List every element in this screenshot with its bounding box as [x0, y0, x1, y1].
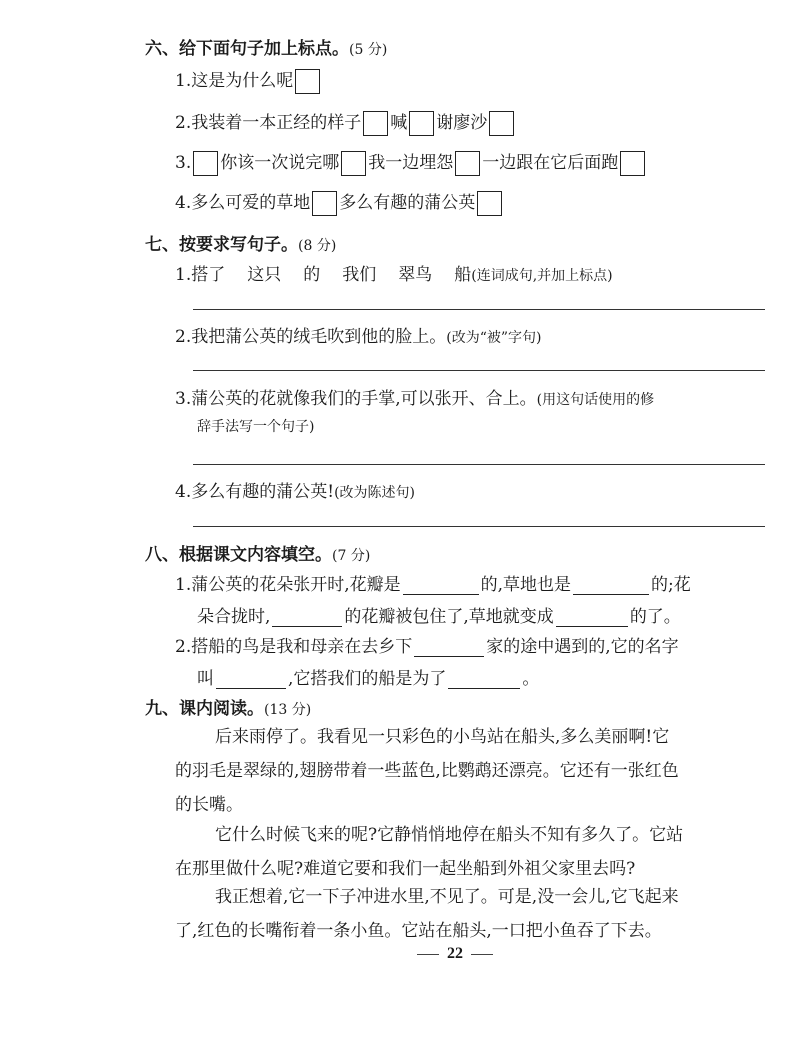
- punctuation-box[interactable]: [455, 151, 480, 176]
- item-number: 4.: [175, 482, 192, 502]
- fill-blank[interactable]: [448, 670, 520, 689]
- word: 的: [303, 265, 321, 285]
- rewrite-q4: [175, 477, 415, 502]
- item-number: 2.: [175, 637, 192, 657]
- fill-blank[interactable]: [573, 576, 649, 595]
- sentence-text: 搭船的鸟是我和母亲在去乡下: [191, 637, 413, 657]
- sentence-text: ,它搭我们的船是为了: [288, 669, 447, 689]
- fill-q1-line1: [175, 570, 691, 595]
- instruction-hint: (连词成句,并加上标点): [471, 268, 613, 284]
- page-footer: [0, 945, 800, 963]
- sentence-text: 蒲公英的花就像我们的手掌,可以张开、合上。: [191, 389, 537, 409]
- sentence-text: 多么可爱的草地: [191, 193, 311, 213]
- reading-paragraph-1: [175, 720, 679, 822]
- paragraph-line: 了,红色的长嘴衔着一条小鱼。它站在船头,一口把小鱼吞了下去。: [175, 921, 662, 941]
- fill-blank[interactable]: [216, 670, 286, 689]
- section-title: 六、给下面句子加上标点。: [145, 39, 349, 59]
- punctuation-item-3: [175, 148, 647, 176]
- paragraph-line: 它什么时候飞来的呢?它静悄悄地停在船头不知有多久了。它站: [215, 825, 684, 845]
- section-7-heading: [145, 230, 336, 255]
- fill-q2-line1: [175, 632, 679, 657]
- answer-line[interactable]: [193, 370, 765, 371]
- answer-line[interactable]: [193, 526, 765, 527]
- footer-rule: [471, 954, 493, 955]
- punctuation-box[interactable]: [312, 191, 337, 216]
- punctuation-box[interactable]: [341, 151, 366, 176]
- section-title: 八、根据课文内容填空。: [145, 545, 332, 565]
- sentence-text: 我一边埋怨: [368, 153, 454, 173]
- sentence-text: 多么有趣的蒲公英: [339, 193, 476, 213]
- item-number: 3.: [175, 389, 192, 409]
- sentence-text: 一边跟在它后面跑: [482, 153, 619, 173]
- sentence-text: 的,草地也是: [480, 575, 572, 595]
- section-title: 七、按要求写句子。: [145, 235, 298, 255]
- section-title: 九、课内阅读。: [145, 699, 264, 719]
- paragraph-line: 的羽毛是翠绿的,翅膀带着一些蓝色,比鹦鹉还漂亮。它还有一张红色: [175, 761, 679, 781]
- item-number: 1.: [175, 71, 192, 91]
- punctuation-item-4: [175, 188, 504, 216]
- section-9-heading: [145, 694, 311, 719]
- section-8-heading: [145, 540, 370, 565]
- fill-blank[interactable]: [556, 608, 628, 627]
- section-score: (8 分): [298, 238, 337, 254]
- item-number: 2.: [175, 327, 192, 347]
- word: 这只: [247, 265, 282, 285]
- footer-rule: [417, 954, 439, 955]
- fill-blank[interactable]: [403, 576, 479, 595]
- sentence-text: 的了。: [629, 607, 681, 627]
- sentence-text: 。: [522, 669, 540, 689]
- sentence-text: 的花瓣被包住了,草地就变成: [344, 607, 554, 627]
- sentence-text: 喊: [390, 113, 408, 133]
- item-number: 4.: [175, 193, 192, 213]
- punctuation-box[interactable]: [295, 69, 320, 94]
- sentence-text: 多么有趣的蒲公英!: [191, 482, 335, 502]
- sentence-text: 朵合拢时,: [197, 607, 271, 627]
- sentence-text: 的;花: [651, 575, 691, 595]
- item-number: 3.: [175, 153, 192, 173]
- section-score: (5 分): [349, 42, 388, 58]
- punctuation-box[interactable]: [409, 111, 434, 136]
- word: 搭了: [191, 265, 226, 285]
- fill-q1-line2: [197, 602, 681, 627]
- sentence-text: 我把蒲公英的绒毛吹到他的脸上。: [191, 327, 447, 347]
- page-number: 22: [447, 945, 463, 962]
- punctuation-box[interactable]: [477, 191, 502, 216]
- section-6-heading: [145, 34, 387, 59]
- section-score: (13 分): [264, 702, 312, 718]
- sentence-text: 我装着一本正经的样子: [191, 113, 362, 133]
- punctuation-item-1: [175, 66, 322, 94]
- answer-line[interactable]: [193, 464, 765, 465]
- sentence-text: 家的途中遇到的,它的名字: [486, 637, 679, 657]
- instruction-hint: (改为“被”字句): [446, 330, 542, 346]
- word: 我们: [342, 265, 377, 285]
- paragraph-line: 我正想着,它一下子冲进水里,不见了。可是,没一会儿,它飞起来: [215, 887, 679, 907]
- reading-paragraph-2: [175, 818, 683, 886]
- fill-q2-line2: [197, 664, 539, 689]
- item-number: 1.: [175, 265, 192, 285]
- rewrite-q1: [175, 260, 613, 285]
- sentence-text: 叫: [197, 669, 214, 689]
- paragraph-line: 的长嘴。: [175, 795, 243, 815]
- instruction-hint-continued: 辞手法写一个句子): [197, 419, 315, 435]
- punctuation-box[interactable]: [489, 111, 514, 136]
- punctuation-box[interactable]: [620, 151, 645, 176]
- section-score: (7 分): [332, 548, 371, 564]
- punctuation-box[interactable]: [363, 111, 388, 136]
- fill-blank[interactable]: [414, 638, 484, 657]
- sentence-text: 蒲公英的花朵张开时,花瓣是: [191, 575, 401, 595]
- punctuation-item-2: [175, 108, 516, 136]
- word: 船: [454, 265, 472, 285]
- punctuation-box[interactable]: [193, 151, 218, 176]
- paragraph-line: 后来雨停了。我看见一只彩色的小鸟站在船头,多么美丽啊!它: [215, 727, 670, 747]
- instruction-hint: (用这句话使用的修: [536, 392, 655, 408]
- sentence-text: 谢廖沙: [436, 113, 488, 133]
- item-number: 2.: [175, 113, 192, 133]
- sentence-text: 这是为什么呢: [191, 71, 294, 91]
- reading-paragraph-3: [175, 880, 679, 948]
- word: 翠鸟: [398, 265, 433, 285]
- rewrite-q2: [175, 322, 541, 347]
- answer-line[interactable]: [193, 309, 765, 310]
- item-number: 1.: [175, 575, 192, 595]
- rewrite-q3: [175, 384, 654, 409]
- instruction-hint: (改为陈述句): [334, 485, 416, 501]
- paragraph-line: 在那里做什么呢?难道它要和我们一起坐船到外祖父家里去吗?: [175, 859, 636, 879]
- sentence-text: 你该一次说完哪: [220, 153, 340, 173]
- fill-blank[interactable]: [272, 608, 342, 627]
